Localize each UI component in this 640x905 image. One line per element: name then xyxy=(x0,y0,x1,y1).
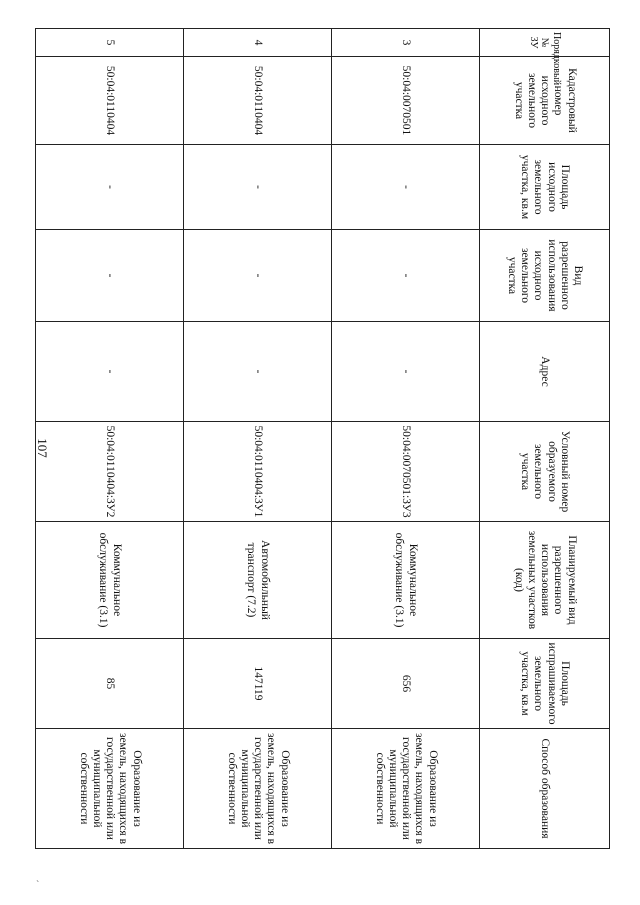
table-cell: 147119 xyxy=(184,639,332,729)
table-cell: Образование из земель, находящихся в государственной или муниципальной собственности xyxy=(332,729,480,849)
header-cell: Кадастровый номер исходного земельного участка xyxy=(480,57,610,145)
table-cell: - xyxy=(36,230,184,322)
header-cell: Адрес xyxy=(480,322,610,422)
header-cell: Способ образования xyxy=(480,729,610,849)
table-cell: Образование из земель, находящихся в государственной или муниципальной собственности xyxy=(36,729,184,849)
table-cell: 85 xyxy=(36,639,184,729)
table-cell: - xyxy=(184,322,332,422)
stray-mark: ` xyxy=(36,880,40,891)
table-cell: Коммунальное обслуживание (3.1) xyxy=(332,522,480,639)
header-cell: Порядковый № ЗУ xyxy=(480,29,610,57)
table-cell: 50:04:0110404:ЗУ2 xyxy=(36,422,184,522)
table-cell: - xyxy=(332,145,480,230)
table-row xyxy=(36,29,184,849)
table-cell: - xyxy=(184,230,332,322)
rotated-table-wrapper xyxy=(35,28,610,848)
table-cell: 50:04:0110404:ЗУ1 xyxy=(184,422,332,522)
table-cell: Автомобильный транспорт (7.2) xyxy=(184,522,332,639)
table-cell: 656 xyxy=(332,639,480,729)
header-cell: Условный номер образуемого земельного участка xyxy=(480,422,610,522)
header-cell: Площадь исходного земельного участка, кв.м xyxy=(480,145,610,230)
table-cell: 50:04:0070501:ЗУ3 xyxy=(332,422,480,522)
table-cell: 5 xyxy=(36,29,184,57)
table-cell: Образование из земель, находящихся в государственной или муниципальной собственности xyxy=(184,729,332,849)
table-cell: - xyxy=(332,230,480,322)
table-cell: 50:04:0110404 xyxy=(36,57,184,145)
table-cell: 50:04:0070501 xyxy=(332,57,480,145)
header-cell: Планируемый вид разрешенного использования земельных участков (код) xyxy=(480,522,610,639)
table-cell: - xyxy=(184,145,332,230)
table-header-row xyxy=(480,29,610,849)
header-cell: Площадь испрашиваемого земельного участка, кв.м xyxy=(480,639,610,729)
table-cell: - xyxy=(36,322,184,422)
page-number: 107 xyxy=(35,438,50,458)
table-cell: Коммунальное обслуживание (3.1) xyxy=(36,522,184,639)
table-cell: 4 xyxy=(184,29,332,57)
table-cell: 50:04:0110404 xyxy=(184,57,332,145)
land-plots-table xyxy=(35,28,610,849)
table-cell: 3 xyxy=(332,29,480,57)
header-cell: Вид разрешенного использования исходного земельного участка xyxy=(480,230,610,322)
table-row xyxy=(184,29,332,849)
table-cell: - xyxy=(332,322,480,422)
table-cell: - xyxy=(36,145,184,230)
table-row xyxy=(332,29,480,849)
rotated-table-area xyxy=(35,28,640,845)
